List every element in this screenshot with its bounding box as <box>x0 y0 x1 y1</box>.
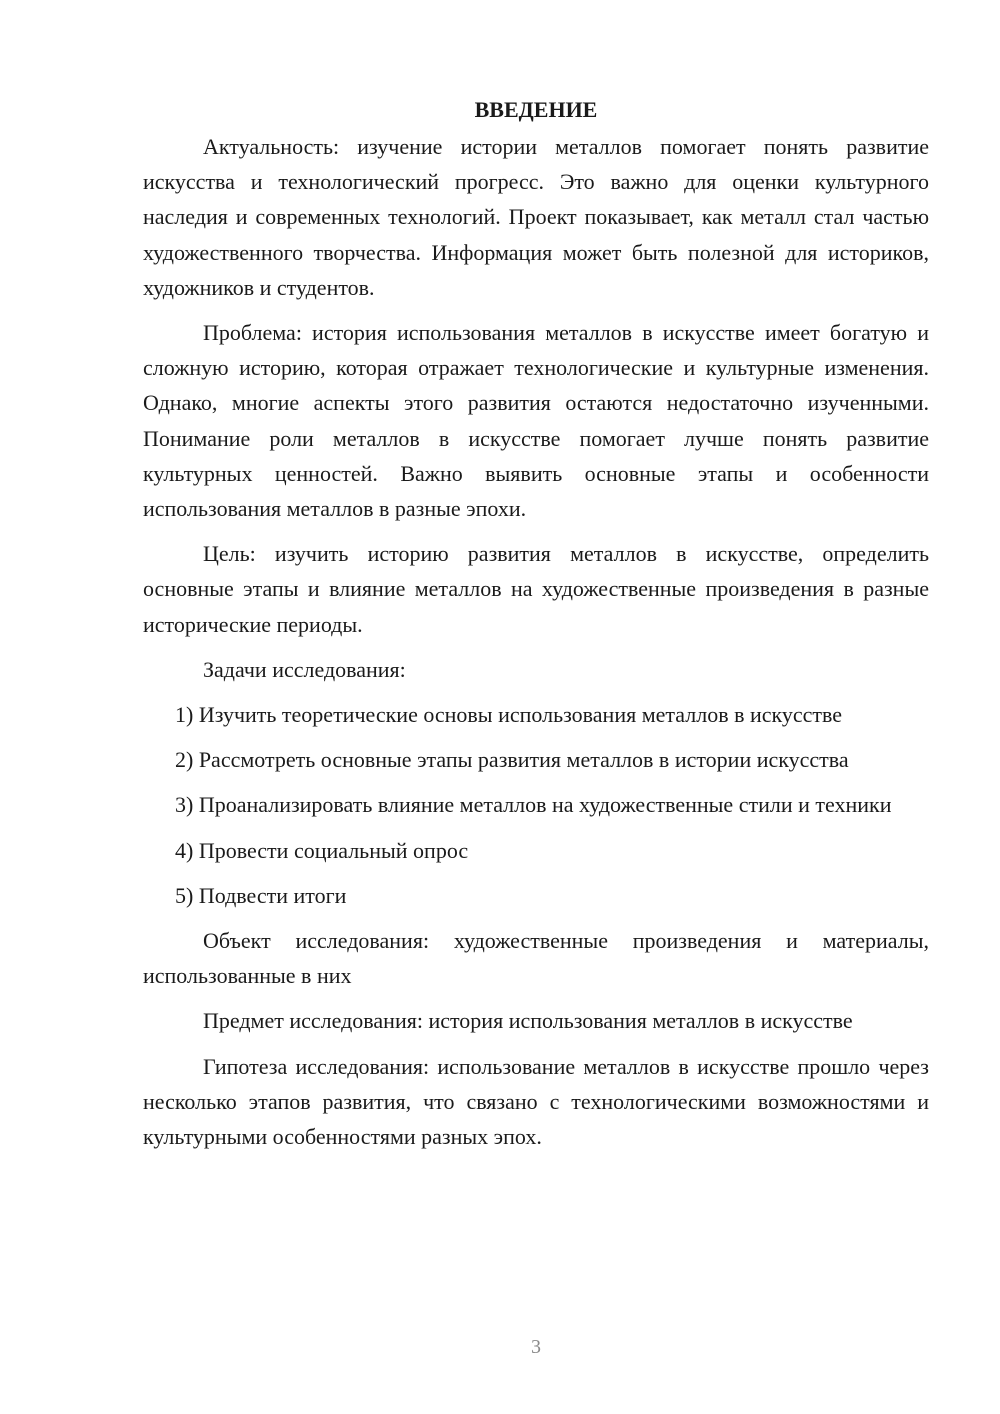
page-number: 3 <box>531 1336 541 1358</box>
task-item-1: 1) Изучить теоретические основы использования металлов в искусстве <box>175 702 843 728</box>
task-item-4: 4) Провести социальный опрос <box>175 837 469 863</box>
problem-paragraph: Проблема: история использования металлов в искусстве имеет богатую и сложную историю, которая отражает технологические и культурные изменения. Однако, многие аспекты этого развития остаются недостаточно изученными. Понимание роли металлов в искусстве помогает лучше понять развитие культурных ценностей. Важно выявить основные этапы и особенности использования металлов в разные эпохи. <box>143 320 929 522</box>
subject-paragraph: Предмет исследования: история использования металлов в искусстве <box>203 1008 853 1034</box>
page-content <box>143 92 929 1164</box>
tasks-title: Задачи исследования: <box>203 656 406 682</box>
page-title: ВВЕДЕНИЕ <box>474 97 598 122</box>
hypothesis-paragraph: Гипотеза исследования: использование металлов в искусстве прошло через несколько этапов развития, что связано с технологическими возможностями и культурными особенностями разных эпох. <box>143 1053 929 1150</box>
relevance-paragraph: Актуальность: изучение истории металлов помогает понять развитие искусства и технологический прогресс. Это важно для оценки культурного наследия и современных технологий. Проект показывает, как металл стал частью художественного творчества. Информация может быть полезной для историков, художников и студентов. <box>143 134 929 300</box>
task-item-2: 2) Рассмотреть основные этапы развития металлов в истории искусства <box>175 747 849 773</box>
task-item-3: 3) Проанализировать влияние металлов на художественные стили и техники <box>175 792 892 818</box>
object-paragraph: Объект исследования: художественные произведения и материалы, использованные в них <box>143 928 929 989</box>
goal-paragraph: Цель: изучить историю развития металлов в искусстве, определить основные этапы и влияние металлов на художественные произведения в разные исторические периоды. <box>143 541 929 637</box>
task-item-5: 5) Подвести итоги <box>175 882 347 908</box>
